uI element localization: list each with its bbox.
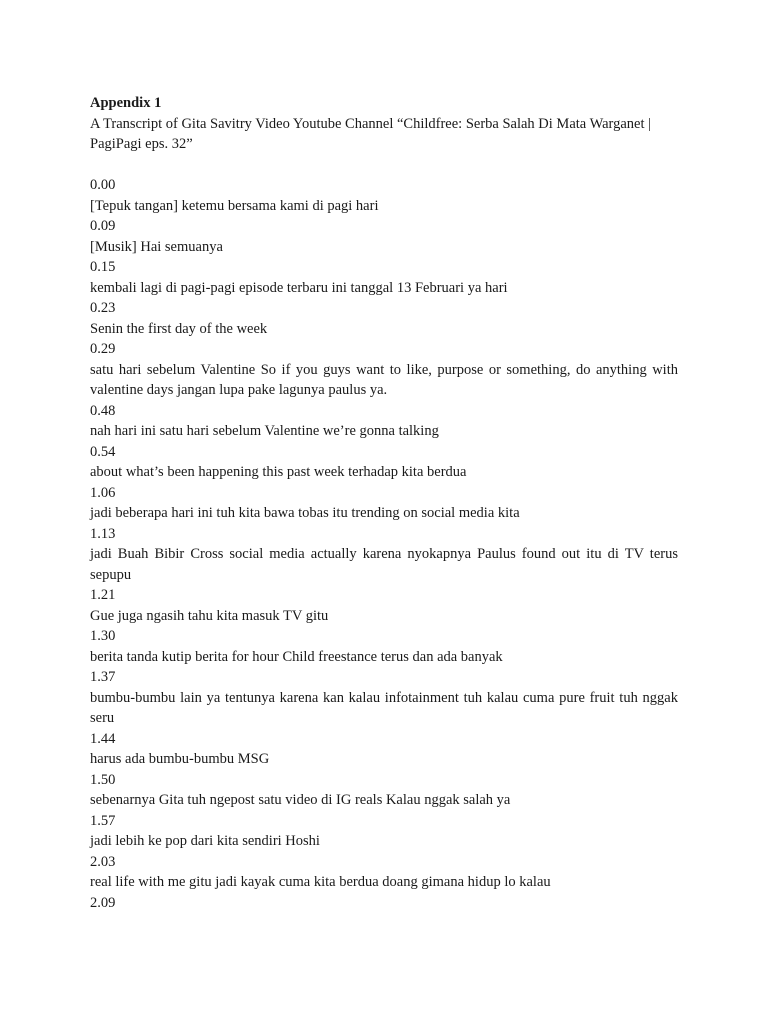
transcript-entry (90, 298, 678, 339)
transcript-text: kembali lagi di pagi-pagi episode terbaru ini tanggal 13 Februari ya hari (90, 279, 508, 296)
timestamp: 0.15 (90, 259, 116, 275)
timestamp: 1.13 (90, 525, 116, 542)
timestamp: 0.00 (90, 177, 116, 193)
transcript-title: A Transcript of Gita Savitry Video Youtube Channel “Childfree: Serba Salah Di Mata Warganet | PagiPagi eps. 32” (90, 115, 652, 152)
timestamp: 2.09 (90, 894, 116, 911)
timestamp: 1.44 (90, 730, 116, 747)
transcript-entry (90, 401, 678, 442)
timestamp: 1.50 (90, 771, 116, 788)
transcript-entry (90, 442, 678, 483)
transcript-entry (90, 667, 678, 729)
transcript-entry (90, 216, 678, 257)
transcript-entry (90, 811, 678, 852)
timestamp: 1.06 (90, 484, 116, 501)
transcript-text: [Musik] Hai semuanya (90, 238, 223, 255)
timestamp: 0.23 (90, 300, 116, 316)
transcript-text: Senin the first day of the week (90, 320, 268, 337)
timestamp: 1.21 (90, 587, 116, 603)
transcript-text: [Tepuk tangan] ketemu bersama kami di pagi hari (90, 197, 379, 214)
transcript-entry (90, 483, 678, 524)
transcript-entry (90, 852, 678, 893)
appendix-heading: Appendix 1 (90, 95, 162, 111)
timestamp: 0.48 (90, 402, 116, 419)
transcript-text: jadi lebih ke pop dari kita sendiri Hoshi (90, 833, 320, 849)
transcript-text: nah hari ini satu hari sebelum Valentine we’re gonna talking (90, 423, 439, 439)
transcript-text: bumbu-bumbu lain ya tentunya karena kan kalau infotainment tuh kalau cuma pure fruit tuh nggak seru (90, 689, 678, 726)
transcript-entry (90, 585, 678, 626)
transcript-entry (90, 175, 678, 216)
transcript-text: harus ada bumbu-bumbu MSG (90, 751, 270, 767)
transcript-text: about what’s been happening this past week terhadap kita berdua (90, 464, 467, 480)
transcript-entry (90, 770, 678, 811)
timestamp: 0.09 (90, 218, 116, 234)
timestamp: 0.54 (90, 443, 116, 460)
transcript-text: Gue juga ngasih tahu kita masuk TV gitu (90, 607, 329, 624)
timestamp: 1.57 (90, 812, 116, 829)
transcript-entry (90, 626, 678, 667)
blank-line (90, 155, 678, 176)
timestamp: 1.37 (90, 669, 116, 685)
transcript-entries (90, 175, 678, 913)
transcript-text: jadi Buah Bibir Cross social media actually karena nyokapnya Paulus found out itu di TV terus sepupu (90, 546, 678, 583)
transcript-entry (90, 893, 678, 914)
transcript-entry (90, 729, 678, 770)
transcript-text: jadi beberapa hari ini tuh kita bawa tobas itu trending on social media kita (90, 505, 520, 521)
transcript-entry (90, 257, 678, 298)
transcript-entry (90, 524, 678, 586)
timestamp: 0.29 (90, 341, 116, 357)
transcript-text: satu hari sebelum Valentine So if you guys want to like, purpose or something, do anything with valentine days jangan lupa pake lagunya paulus ya. (90, 361, 678, 398)
transcript-entry (90, 339, 678, 401)
transcript-text: sebenarnya Gita tuh ngepost satu video di IG reals Kalau nggak salah ya (90, 792, 511, 808)
timestamp: 2.03 (90, 853, 116, 870)
timestamp: 1.30 (90, 628, 116, 644)
transcript-text: real life with me gitu jadi kayak cuma kita berdua doang gimana hidup lo kalau (90, 874, 551, 890)
transcript-text: berita tanda kutip berita for hour Child freestance terus dan ada banyak (90, 648, 503, 665)
